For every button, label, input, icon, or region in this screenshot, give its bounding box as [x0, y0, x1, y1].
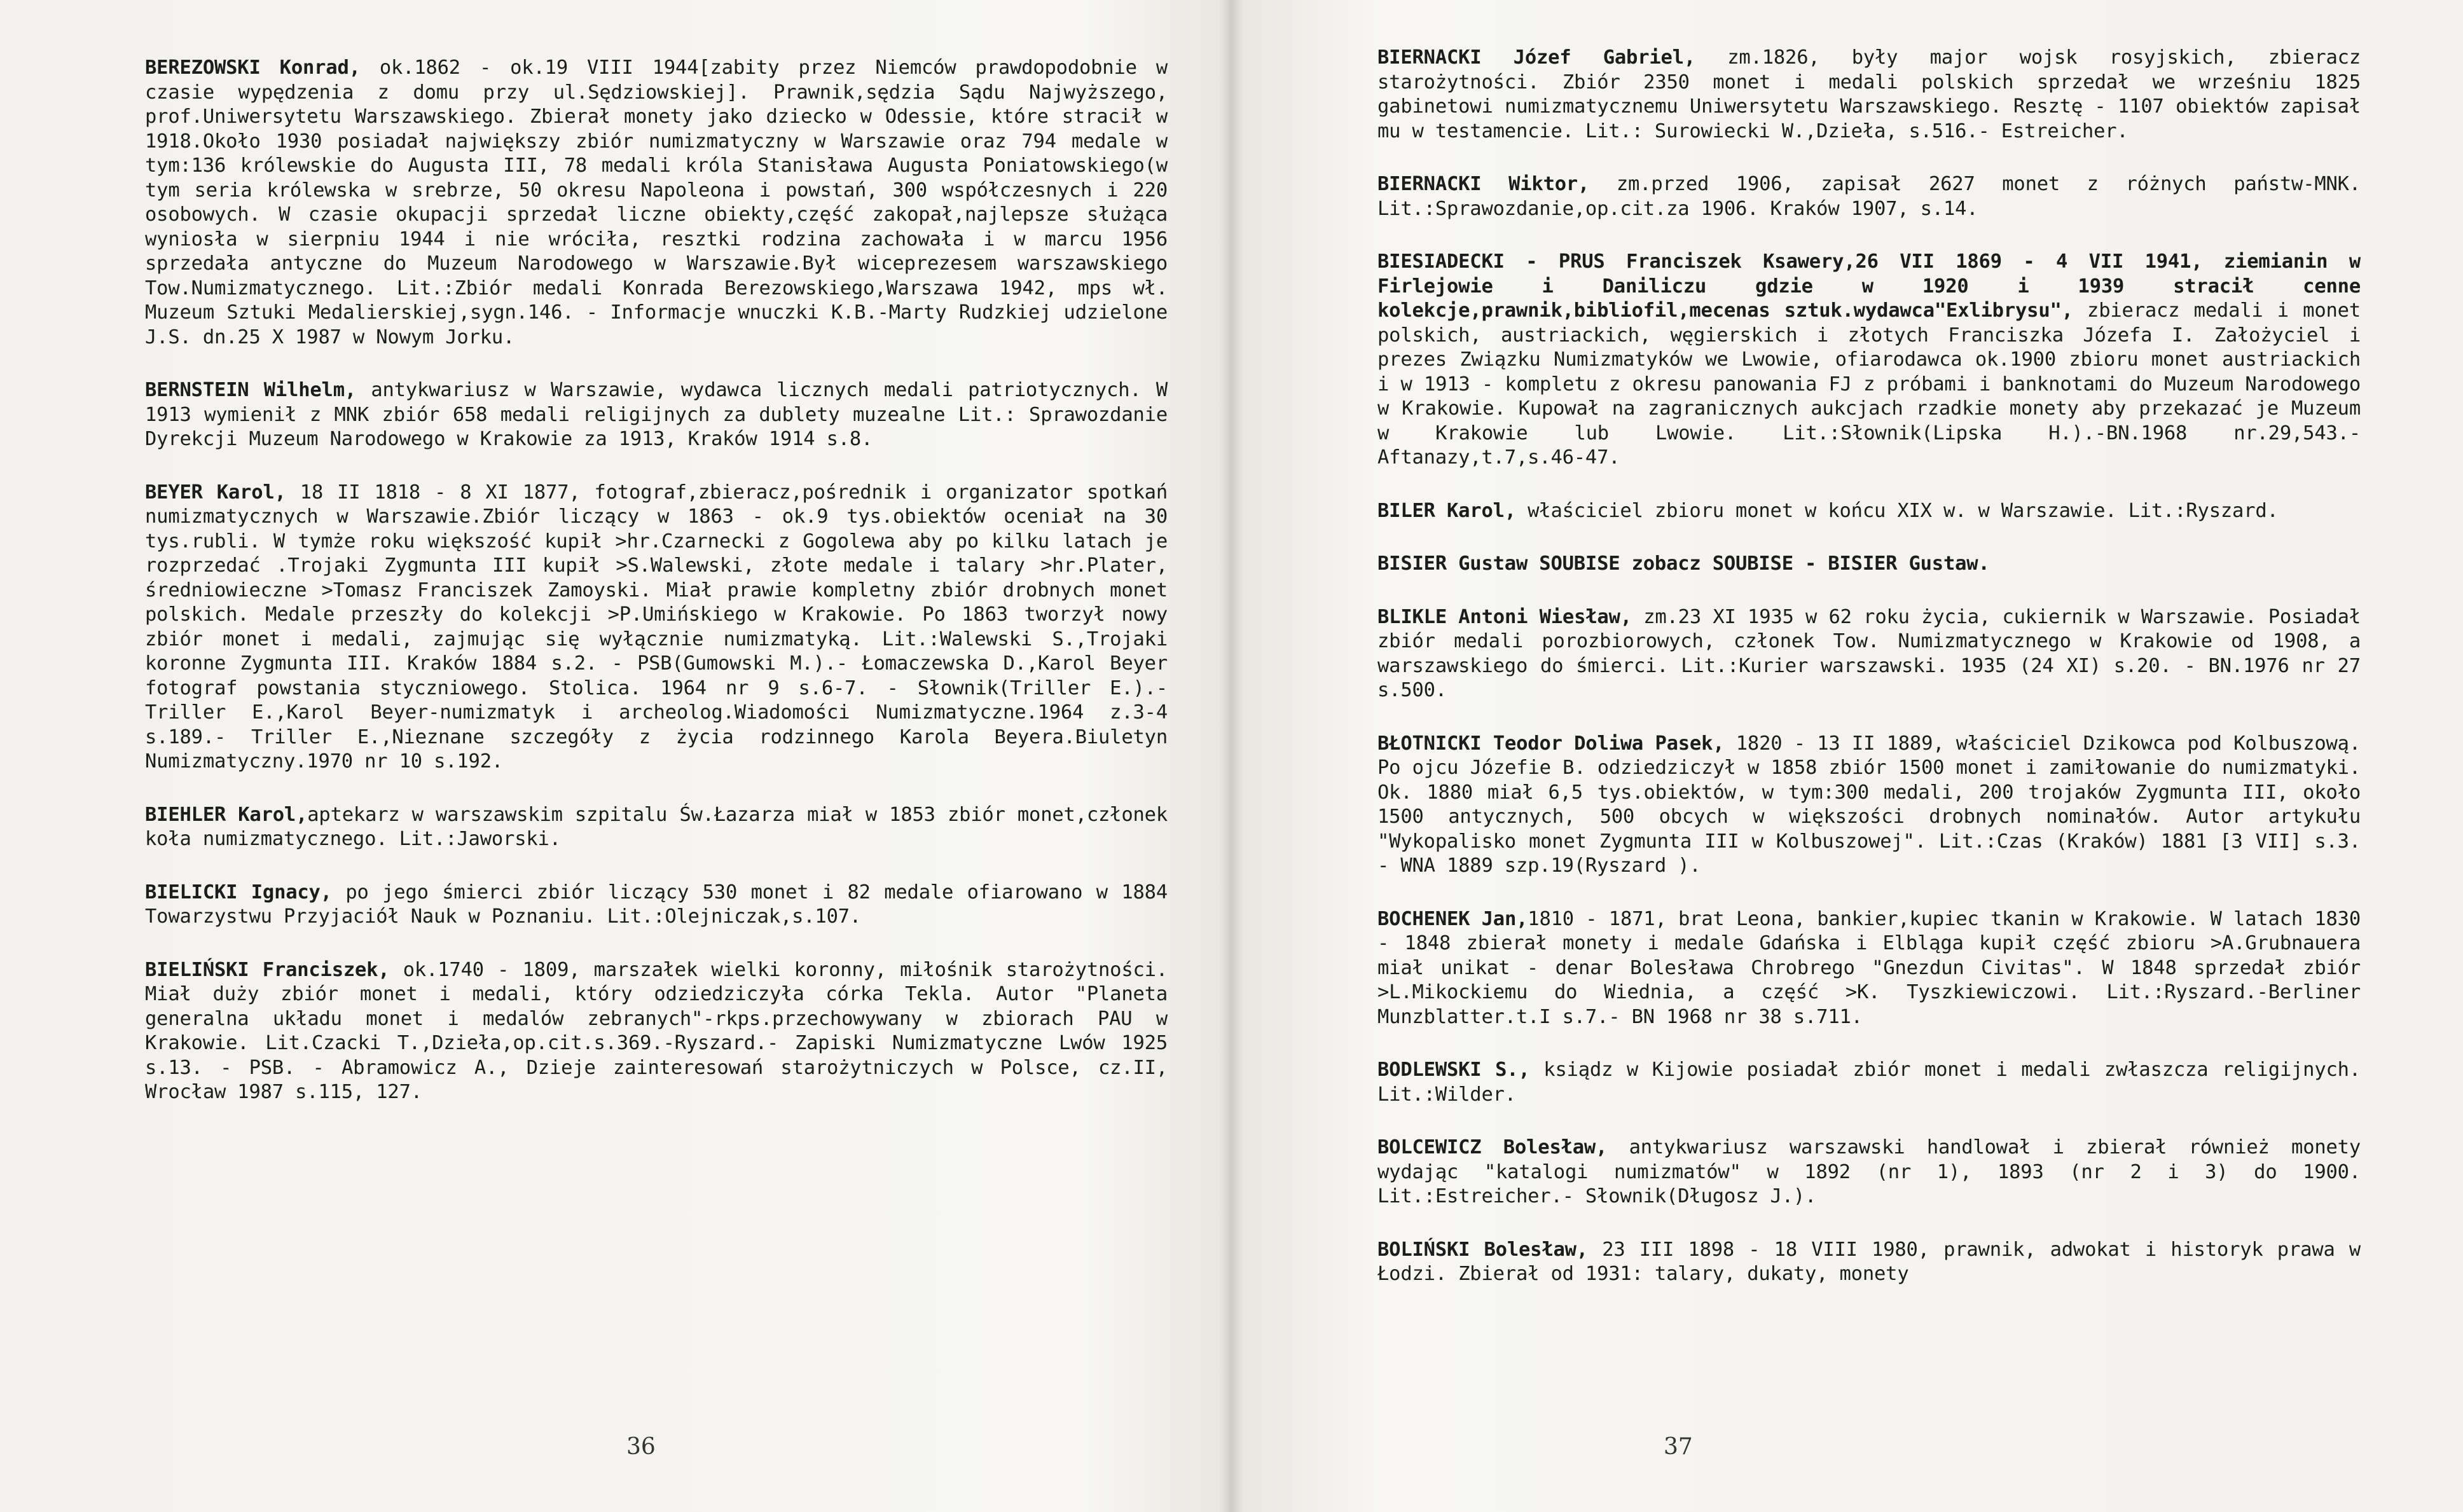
dictionary-entry: [145, 378, 1168, 452]
entry-headword: BERNSTEIN Wilhelm,: [145, 379, 357, 401]
entry-headword: BIELICKI Ignacy,: [145, 881, 332, 904]
dictionary-entry: [145, 958, 1168, 1105]
dictionary-entry: [1377, 499, 2361, 524]
entry-text: ksiądz w Kijowie posiadał zbiór monet i medali zwłaszcza religijnych. Lit.:Wilder.: [1377, 1059, 2361, 1106]
entry-text: zm.przed 1906, zapisał 2627 monet z różnych państw-MNK. Lit.:Sprawozdanie,op.cit.za 1906. Kraków 1907, s.14.: [1377, 173, 2361, 220]
entry-headword: BISIER Gustaw SOUBISE zobacz SOUBISE - BISIER Gustaw.: [1377, 553, 1990, 575]
entry-headword: BIELIŃSKI Franciszek,: [145, 958, 390, 981]
entry-headword: BIESIADECKI - PRUS Franciszek Ksawery,26 VII 1869 - 4 VII 1941, ziemianin w Firlejowie i Daniliczu gdzie w 1920 i 1939 stracił cenne kolekcje,prawnik,bibliofil,mecenas sztuk.wydawca"Exlibrysu",: [1377, 251, 2361, 322]
entry-text: 1820 - 13 II 1889, właściciel Dzikowca pod Kolbuszową. Po ojcu Józefie B. odziedziczył w 1858 zbiór 1500 monet i zamiłowanie do numizmatyki. Ok. 1880 miał 6,5 tys.obiektów, w tym:300 medali, 200 trojaków Zygmunta III, około 1500 antycznych, 500 obcych w większości drobnych nominałów. Autor artykułu "Wykopalisko monet Zygmunta III w Kolbuszowej". Lit.:Czas (Kraków) 1881 [3 VII] s.3. - WNA 1889 szp.19(Ryszard ).: [1377, 732, 2361, 877]
entry-headword: BODLEWSKI S.,: [1377, 1059, 1530, 1081]
dictionary-entry: [1377, 250, 2361, 471]
entry-headword: BEREZOWSKI Konrad,: [145, 57, 361, 79]
entry-headword: BOLIŃSKI Bolesław,: [1377, 1238, 1588, 1261]
dictionary-entry: [1377, 1136, 2361, 1209]
entry-headword: BLIKLE Antoni Wiesław,: [1377, 605, 1632, 628]
entry-headword: BOLCEWICZ Bolesław,: [1377, 1136, 1608, 1158]
entry-text: aptekarz w warszawskim szpitalu Św.Łazarza miał w 1853 zbiór monet,członek koła numizmatycznego. Lit.:Jaworski.: [145, 803, 1168, 850]
dictionary-entry: [1377, 605, 2361, 703]
entry-text: zm.23 XI 1935 w 62 roku życia, cukiernik w Warszawie. Posiadał zbiór medali porozbiorowych, członek Tow. Numizmatycznego w Krakowie od 1908, a warszawskiego do śmierci. Lit.:Kurier warszawski. 1935 (24 XI) s.20. - BN.1976 nr 27 s.500.: [1377, 605, 2361, 701]
entry-headword: BIERNACKI Wiktor,: [1377, 173, 1590, 195]
dictionary-entry: [1377, 46, 2361, 144]
entry-text: 18 II 1818 - 8 XI 1877, fotograf,zbieracz,pośrednik i organizator spotkań numizmatycznych w Warszawie.Zbiór liczący w 1863 - ok.9 tys.obiektów oceniał na 30 tys.rubli. W tymże roku większość kupił >hr.Czarnecki z Gogolewa aby po kilku latach je rozprzedać .Trojaki Zygmunta III kupił >S.Walewski, złote medale i talary >hr.Plater, średniowieczne >Tomasz Franciszek Zamoyski. Miał prawie kompletny zbiór drobnych monet polskich. Medale przeszły do kolekcji >P.Umińskiego w Krakowie. Po 1863 tworzył nowy zbiór monet i medali, zajmując się wyłącznie numizmatyką. Lit.:Walewski S.,Trojaki koronne Zygmunta III. Kraków 1884 s.2. - PSB(Gumowski M.).- Łomaczewska D.,Karol Beyer fotograf powstania styczniowego. Stolica. 1964 nr 9 s.6-7. - Słownik(Triller E.).- Triller E.,Karol Beyer-numizmatyk i archeolog.Wiadomości Numizmatyczne.1964 z.3-4 s.189.- Triller E.,Nieznane szczegóły z życia rodzinnego Karola Beyera.Biuletyn Numizmatyczny.1970 nr 10 s.192.: [145, 481, 1168, 773]
entry-headword: BOCHENEK Jan,: [1377, 907, 1528, 930]
right-entries: [1377, 46, 2361, 1287]
entry-text: zm.1826, były major wojsk rosyjskich, zbieracz starożytności. Zbiór 2350 monet i medali polskich sprzedał we wrześniu 1825 gabinetowi numizmatycznemu Uniwersytetu Warszawskiego. Resztę - 1107 obiektów zapisał mu w testamencie. Lit.: Surowiecki W.,Dzieła, s.516.- Estreicher.: [1377, 46, 2361, 142]
entry-headword: BŁOTNICKI Teodor Doliwa Pasek,: [1377, 732, 1725, 755]
entry-headword: BIERNACKI Józef Gabriel,: [1377, 46, 1696, 69]
dictionary-entry: [1377, 1058, 2361, 1107]
dictionary-entry: [145, 481, 1168, 774]
dictionary-entry: [1377, 552, 2361, 577]
left-page: [0, 0, 1231, 1512]
entry-headword: BILER Karol,: [1377, 499, 1516, 522]
dictionary-entry: [1377, 1238, 2361, 1287]
entry-text: ok.1740 - 1809, marszałek wielki koronny, miłośnik starożytności. Miał duży zbiór monet i medali, który odziedziczyła córka Tekla. Autor "Planeta generalna układu monet i medalów zebranych"-rkps.przechowywany w zbiorach PAU w Krakowie. Lit.Czacki T.,Dzieła,op.cit.s.369.-Ryszard.- Zapiski Numizmatyczne Lwów 1925 s.13. - PSB. - Abramowicz A., Dzieje zainteresowań starożytniczych w Polsce, cz.II, Wrocław 1987 s.115, 127.: [145, 958, 1168, 1103]
dictionary-entry: [1377, 907, 2361, 1030]
dictionary-entry: [145, 56, 1168, 350]
left-page-number: 36: [626, 1434, 656, 1460]
entry-text: po jego śmierci zbiór liczący 530 monet i 82 medale ofiarowano w 1884 Towarzystwu Przyjaciół Nauk w Poznaniu. Lit.:Olejniczak,s.107.: [145, 881, 1168, 928]
right-page: [1231, 0, 2462, 1512]
entry-text: ok.1862 - ok.19 VIII 1944[zabity przez Niemców prawdopodobnie w czasie wypędzenia z domu przy ul.Sędziowskiej]. Prawnik,sędzia Sądu Najwyższego, prof.Uniwersytetu Warszawskiego. Zbierał monety jako dziecko w Odessie, które stracił w 1918.Około 1930 posiadał największy zbiór numizmatyczny w Warszawie oraz 794 medale w tym:136 królewskie do Augusta III, 78 medali króla Stanisława Augusta Poniatowskiego(w tym seria królewska w srebrze, 50 okresu Napoleona i powstań, 300 współczesnych i 220 osobowych. W czasie okupacji sprzedał liczne obiekty,część zakopał,najlepsze służąca wyniosła w sierpniu 1944 i nie wróciła, resztki rodzina zachowała i w marcu 1956 sprzedała antyczne do Muzeum Narodowego w Warszawie.Był wiceprezesem warszawskiego Tow.Numizmatycznego. Lit.:Zbiór medali Konrada Berezowskiego,Warszawa 1942, mps wł. Muzeum Sztuki Medalierskiej,sygn.146. - Informacje wnuczki K.B.-Marty Rudzkiej udzielone J.S. dn.25 X 1987 w Nowym Jorku.: [145, 57, 1168, 348]
entry-text: zbieracz medali i monet polskich, austriackich, węgierskich i złotych Franciszka Józefa I. Założyciel i prezes Związku Numizmatyków we Lwowie, ofiarodawca ok.1900 zbioru monet austriackich i w 1913 - kompletu z okresu panowania FJ z próbami i banknotami do Muzeum Narodowego w Krakowie. Kupował na zagranicznych aukcjach rzadkie monety aby przekazać je Muzeum w Krakowie lub Lwowie. Lit.:Słownik(Lipska H.).-BN.1968 nr.29,543.- Aftanazy,t.7,s.46-47.: [1377, 299, 2361, 469]
dictionary-entry: [145, 803, 1168, 852]
dictionary-entry: [1377, 172, 2361, 221]
dictionary-entry: [1377, 732, 2361, 879]
entry-text: 23 III 1898 - 18 VIII 1980, prawnik, adwokat i historyk prawa w Łodzi. Zbierał od 1931: talary, dukaty, monety: [1377, 1238, 2361, 1285]
right-page-number: 37: [1664, 1434, 1693, 1460]
entry-text: 1810 - 1871, brat Leona, bankier,kupiec tkanin w Krakowie. W latach 1830 - 1848 zbierał monety i medale Gdańska i Elbląga kupił część zbioru >A.Grubnauera miał unikat - denar Bolesława Chrobrego "Gnezdun Civitas". W 1848 sprzedał zbiór >L.Mikockiemu do Wiednia, a część >K. Tyszkiewiczowi. Lit.:Ryszard.-Berliner Munzblatter.t.I s.7.- BN 1968 nr 38 s.711.: [1377, 907, 2361, 1028]
dictionary-entry: [145, 881, 1168, 930]
entry-headword: BEYER Karol,: [145, 481, 286, 504]
left-entries: [145, 56, 1168, 1105]
entry-headword: BIEHLER Karol,: [145, 803, 308, 826]
entry-text: antykwariusz w Warszawie, wydawca licznych medali patriotycznych. W 1913 wymienił z MNK zbiór 658 medali religijnych za dublety muzealne Lit.: Sprawozdanie Dyrekcji Muzeum Narodowego w Krakowie za 1913, Kraków 1914 s.8.: [145, 379, 1168, 450]
entry-text: właściciel zbioru monet w końcu XIX w. w Warszawie. Lit.:Ryszard.: [1515, 499, 2279, 522]
entry-text: antykwariusz warszawski handlował i zbierał również monety wydając "katalogi numizmatów" w 1892 (nr 1), 1893 (nr 2 i 3) do 1900. Lit.:Estreicher.- Słownik(Długosz J.).: [1377, 1136, 2361, 1207]
